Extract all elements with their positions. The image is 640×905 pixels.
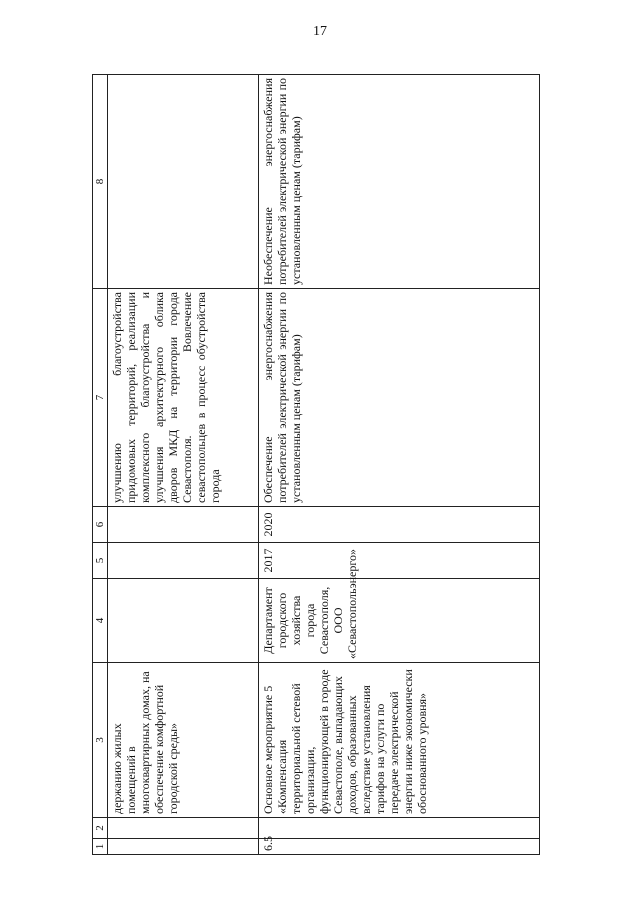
table-row xyxy=(108,75,259,855)
header-cell: 4 xyxy=(93,579,108,663)
rotated-table-wrapper xyxy=(92,75,537,855)
responsible-cell: Департамент городского хозяйства города Севастополя, ООО «Севастопольэнерго» xyxy=(259,579,540,663)
header-cell: 3 xyxy=(93,663,108,818)
activity-name-cell: держанию жилых помещений в многоквартирных домах, на обеспечение комфортной городской среды» xyxy=(108,663,259,818)
expected-result-cell: улучшению благоустройства придомовых территорий, реализации комплексного благоустройства и улучшения архитектурного облика дворов МКД на территории города Севастополя. Вовлечение севастопольцев в процесс обустройства города xyxy=(108,289,259,507)
start-year-cell xyxy=(108,543,259,579)
header-cell: 6 xyxy=(93,507,108,543)
page-number: 17 xyxy=(313,24,327,39)
row-number-cell: 6.5 xyxy=(259,839,540,855)
expected-result-cell: Обеспечение энергоснабжения потребителей электрической энергии по установленным ценам (тарифам) xyxy=(259,289,540,507)
table-cell xyxy=(259,818,540,839)
consequences-cell xyxy=(108,75,259,289)
responsible-cell xyxy=(108,579,259,663)
header-cell: 5 xyxy=(93,543,108,579)
row-number-cell xyxy=(108,839,259,855)
program-table xyxy=(92,74,540,855)
table-row xyxy=(259,75,540,855)
header-cell: 7 xyxy=(93,289,108,507)
header-cell: 8 xyxy=(93,75,108,289)
start-year-cell: 2017 xyxy=(259,543,540,579)
consequences-cell: Необеспечение энергоснабжения потребителей электрической энергии по установленным ценам (тарифам) xyxy=(259,75,540,289)
header-cell: 2 xyxy=(93,818,108,839)
end-year-cell xyxy=(108,507,259,543)
activity-name-cell: Основное мероприятие 5 «Компенсация территориальной сетевой организации, функционирующей в городе Севастополе, выпадающих доходов, образованных вследствие установления тарифов на услуги по передаче электрической энергии ниже экономически обоснованного уровня» xyxy=(259,663,540,818)
table-cell xyxy=(108,818,259,839)
end-year-cell: 2020 xyxy=(259,507,540,543)
header-cell: 1 xyxy=(93,839,108,855)
table-header-row xyxy=(93,75,108,855)
